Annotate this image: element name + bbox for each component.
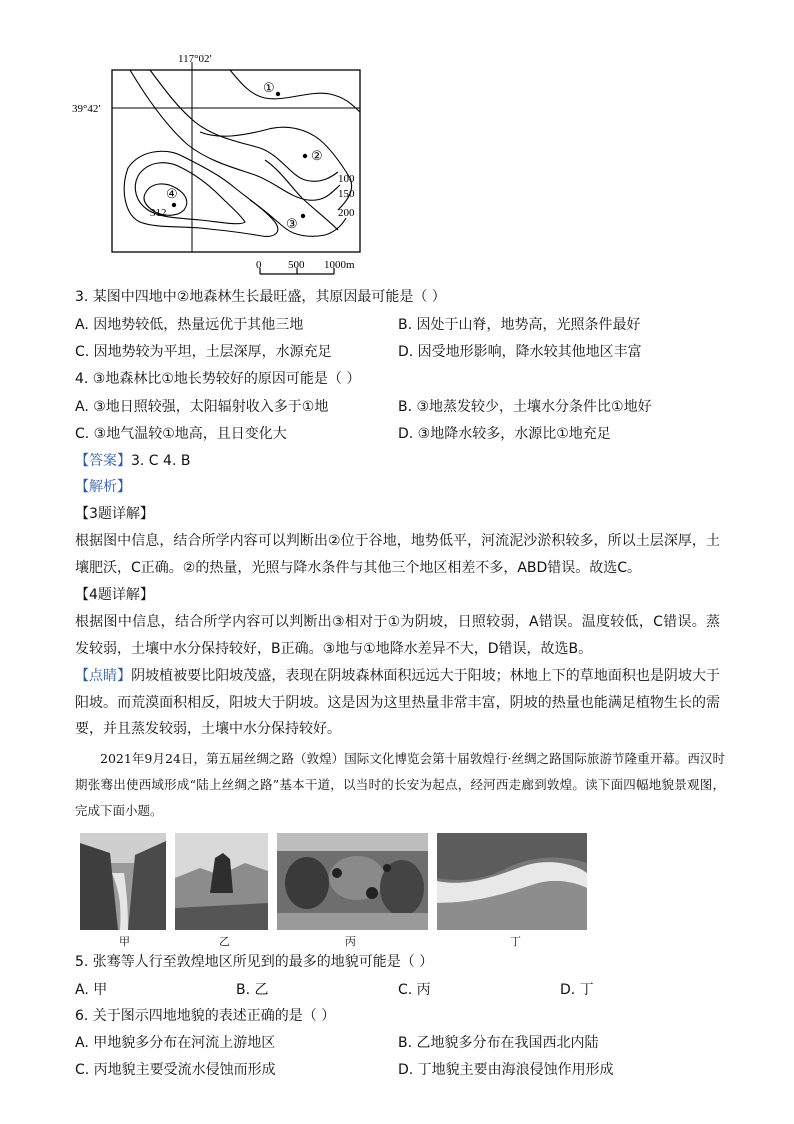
- scale-tick-500: 500: [288, 259, 305, 271]
- longitude-label: 117°02′: [178, 53, 212, 65]
- contour-label-100: 100: [338, 173, 355, 185]
- detail3-title: 【3题详解】: [75, 506, 154, 522]
- detail3-body: 根据图中信息，结合所学内容可以判断出②位于谷地，地势低平，河流泥沙淤积较多，所以土层深厚，土壤肥沃，C正确。②的热量，光照与降水条件与其他三个地区相差不多，ABD错误。故选C。: [75, 533, 720, 576]
- q4-option-a: A. ③地日照较强，太阳辐射收入多于①地: [75, 399, 329, 415]
- contour-label-200: 200: [338, 207, 355, 219]
- q5-option-d: D. 丁: [560, 982, 594, 998]
- point-4-dot: [172, 203, 176, 207]
- q5-option-b: B. 乙: [236, 982, 269, 998]
- contour-map: [70, 50, 400, 280]
- detail4-body: 根据图中信息，结合所学内容可以判断出③相对于①为阴坡，日照较弱，A错误。温度较低，C错误。蒸发较弱，土壤中水分保持较好，B正确。③地与①地降水差异不大，D错误，故选B。: [75, 614, 720, 657]
- q4-option-b: B. ③地蒸发较少，土壤水分条件比①地好: [398, 399, 652, 415]
- point-2-dot: [303, 154, 307, 158]
- q5-option-c: C. 丙: [398, 982, 431, 998]
- q6-option-b: B. 乙地貌多分布在我国西北内陆: [398, 1035, 599, 1051]
- caption-bing: 丙: [345, 935, 356, 948]
- contour-label-312: 312: [150, 207, 167, 219]
- point-1-dot: [276, 92, 280, 96]
- q6-option-c: C. 丙地貌主要受流水侵蚀而形成: [75, 1062, 276, 1078]
- q3-option-a: A. 因地势较低，热量远优于其他三地: [75, 317, 304, 333]
- point-2-label: ②: [311, 148, 323, 163]
- scale-tick-0: 0: [256, 259, 262, 271]
- q4-stem: 4. ③地森林比①地长势较好的原因可能是（ ）: [75, 371, 361, 387]
- answer-text: 3. C 4. B: [131, 453, 191, 469]
- photo-yi: [175, 833, 268, 930]
- q3-option-b: B. 因处于山脊，地势高，光照条件最好: [398, 317, 641, 333]
- q3-option-c: C. 因地势较为平坦，土层深厚，水源充足: [75, 344, 332, 360]
- tip-body: 阴坡植被要比阳坡茂盛，表现在阴坡森林面积远远大于阳坡；林地上下的草地面积也是阴坡大于阳坡。而荒漠面积相反，阳坡大于阴坡。这是因为这里热量非常丰富，阴坡的热量也能满足植物生长的需要，并且蒸发较弱，土壤中水分保持较好。: [75, 668, 721, 737]
- photo-jia: [80, 833, 166, 930]
- tip-paragraph: [75, 663, 720, 743]
- photo-ding: [437, 833, 587, 930]
- q5-option-a: A. 甲: [75, 982, 108, 998]
- answer-label: 【答案】: [75, 453, 131, 469]
- q6-option-a: A. 甲地貌多分布在河流上游地区: [75, 1035, 276, 1051]
- q4-option-d: D. ③地降水较多，水源比①地充足: [398, 426, 611, 442]
- q3-stem: 3. 某图中四地中②地森林生长最旺盛，其原因最可能是（ ）: [75, 289, 446, 305]
- caption-yi: 乙: [219, 935, 230, 948]
- latitude-label: 39°42′: [72, 103, 101, 115]
- caption-jia: 甲: [119, 935, 130, 948]
- q3-option-d: D. 因受地形影响，降水较其他地区丰富: [398, 344, 642, 360]
- q4-option-c: C. ③地气温较①地高，且日变化大: [75, 426, 287, 442]
- scale-tick-1000m: 1000m: [324, 259, 355, 271]
- tip-label: 【点睛】: [75, 668, 132, 684]
- q6-stem: 6. 关于图示四地地貌的表述正确的是（ ）: [75, 1008, 336, 1024]
- point-1-label: ①: [263, 80, 275, 95]
- caption-ding: 丁: [510, 935, 521, 948]
- point-3-label: ③: [286, 216, 298, 231]
- detail4-title: 【4题详解】: [75, 587, 154, 603]
- analysis-label: 【解析】: [75, 479, 131, 495]
- q5-stem: 5. 张骞等人行至敦煌地区所见到的最多的地貌可能是（ ）: [75, 954, 434, 970]
- passage: 2021年9月24日，第五届丝绸之路（敦煌）国际文化博览会第十届敦煌行·丝绸之路国际旅游节隆重开幕。西汉时期张骞出使西域形成“陆上丝绸之路”基本干道，以当时的长安为起点，经河西走廊到敦煌。读下面四幅地貌景观图，完成下面小题。: [75, 751, 725, 818]
- answer-line: [75, 451, 190, 471]
- point-4-label: ④: [166, 186, 178, 201]
- point-3-dot: [301, 214, 305, 218]
- contour-label-150: 150: [338, 188, 355, 200]
- scale-bar: [256, 259, 355, 274]
- photo-bing: [277, 833, 428, 930]
- q6-option-d: D. 丁地貌主要由海浪侵蚀作用形成: [398, 1062, 614, 1078]
